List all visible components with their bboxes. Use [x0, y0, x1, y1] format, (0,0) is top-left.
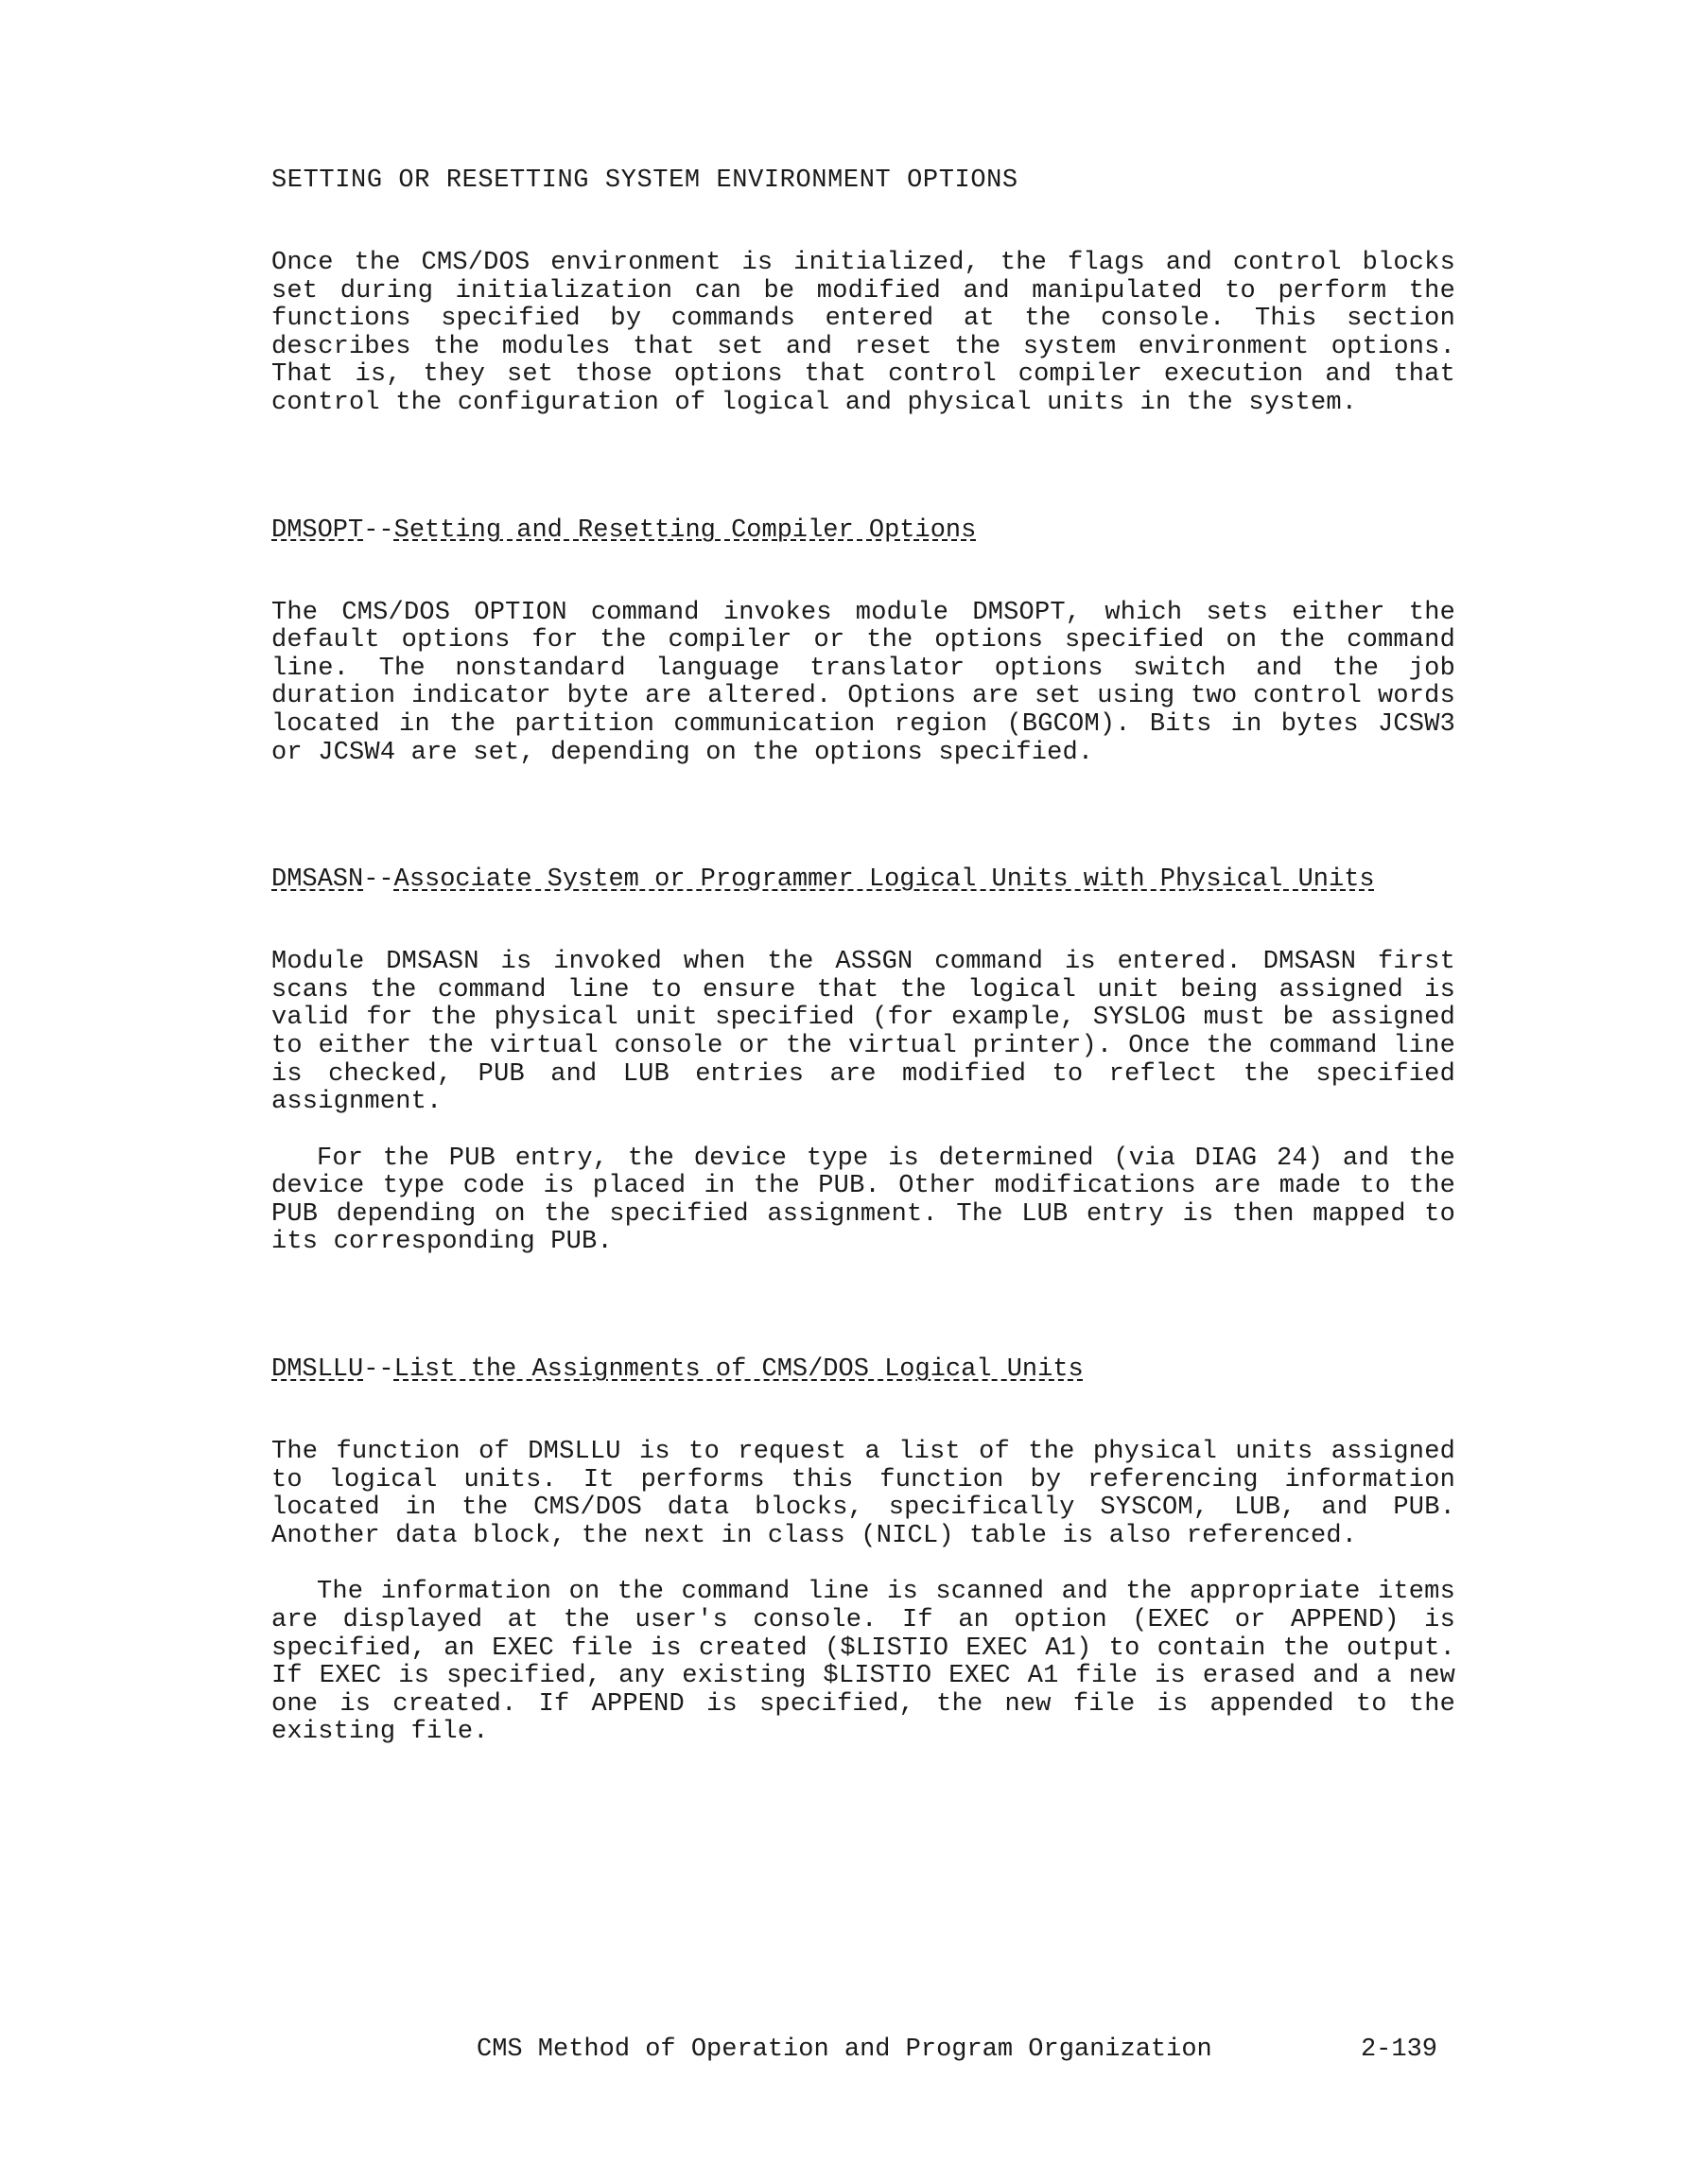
heading-title: Associate System or Programmer Logical Units with Physical Units [393, 865, 1375, 895]
dmsllu-paragraph-1: The function of DMSLLU is to request a list of the physical units assigned to logical units. It performs this function by referencing information located in the CMS/DOS data blocks, specifically SYSCOM, LUB, and PUB. Another data block, the next in class (NICL) table is also referenced. [271, 1438, 1455, 1550]
dmsopt-paragraph-1: The CMS/DOS OPTION command invokes module DMSOPT, which sets either the default options for the compiler or the options specified on the command line. The nonstandard language translator options switch and the job duration indicator byte are altered. Options are set using two control words located in the partition communication region (BGCOM). Bits in bytes JCSW3 or JCSW4 are set, depending on the options specified. [271, 598, 1455, 767]
heading-dmsasn: DMSASN--Associate System or Programmer Logical Units with Physical Units [271, 865, 1375, 895]
heading-module-name: DMSASN [271, 865, 364, 895]
heading-title: Setting and Resetting Compiler Options [393, 515, 977, 545]
dmsllu-paragraph-2: The information on the command line is scanned and the appropriate items are displayed at the user's console. If an option (EXEC or APPEND) is specified, an EXEC file is created ($LISTIO EXEC A1) to contain the output. If EXEC is specified, any existing $LISTIO EXEC A1 file is erased and a new one is created. If APPEND is specified, the new file is appended to the existing file. [271, 1578, 1455, 1747]
page-footer [477, 2034, 1437, 2066]
dmsasn-paragraph-2: For the PUB entry, the device type is determined (via DIAG 24) and the device type code is placed in the PUB. Other modifications are made to the PUB depending on the specified assignment. The LUB entry is then mapped to its corresponding PUB. [271, 1144, 1455, 1257]
heading-module-name: DMSLLU [271, 1355, 364, 1385]
dmsasn-paragraph-1: Module DMSASN is invoked when the ASSGN command is entered. DMSASN first scans the command line to ensure that the logical unit being assigned is valid for the physical unit specified (for example, SYSLOG must be assigned to either the virtual console or the virtual printer). Once the command line is checked, PUB and LUB entries are modified to reflect the specified assignment. [271, 948, 1455, 1117]
section-title: SETTING OR RESETTING SYSTEM ENVIRONMENT OPTIONS [271, 166, 1018, 195]
heading-module-name: DMSOPT [271, 515, 364, 545]
footer-page-number: 2-139 [1360, 2035, 1437, 2064]
footer-book-title: CMS Method of Operation and Program Organization [477, 2035, 1212, 2064]
page-content [271, 165, 1455, 1747]
heading-dmsopt: DMSOPT--Setting and Resetting Compiler Options [271, 515, 977, 545]
intro-paragraph: Once the CMS/DOS environment is initialized, the flags and control blocks set during initialization can be modified and manipulated to perform the functions specified by commands entered at the console. This section describes the modules that set and reset the system environment options. That is, they set those options that control compiler execution and that control the configuration of logical and physical units in the system. [271, 249, 1455, 417]
heading-dmsllu: DMSLLU--List the Assignments of CMS/DOS Logical Units [271, 1355, 1084, 1385]
heading-title: List the Assignments of CMS/DOS Logical Units [393, 1355, 1084, 1385]
